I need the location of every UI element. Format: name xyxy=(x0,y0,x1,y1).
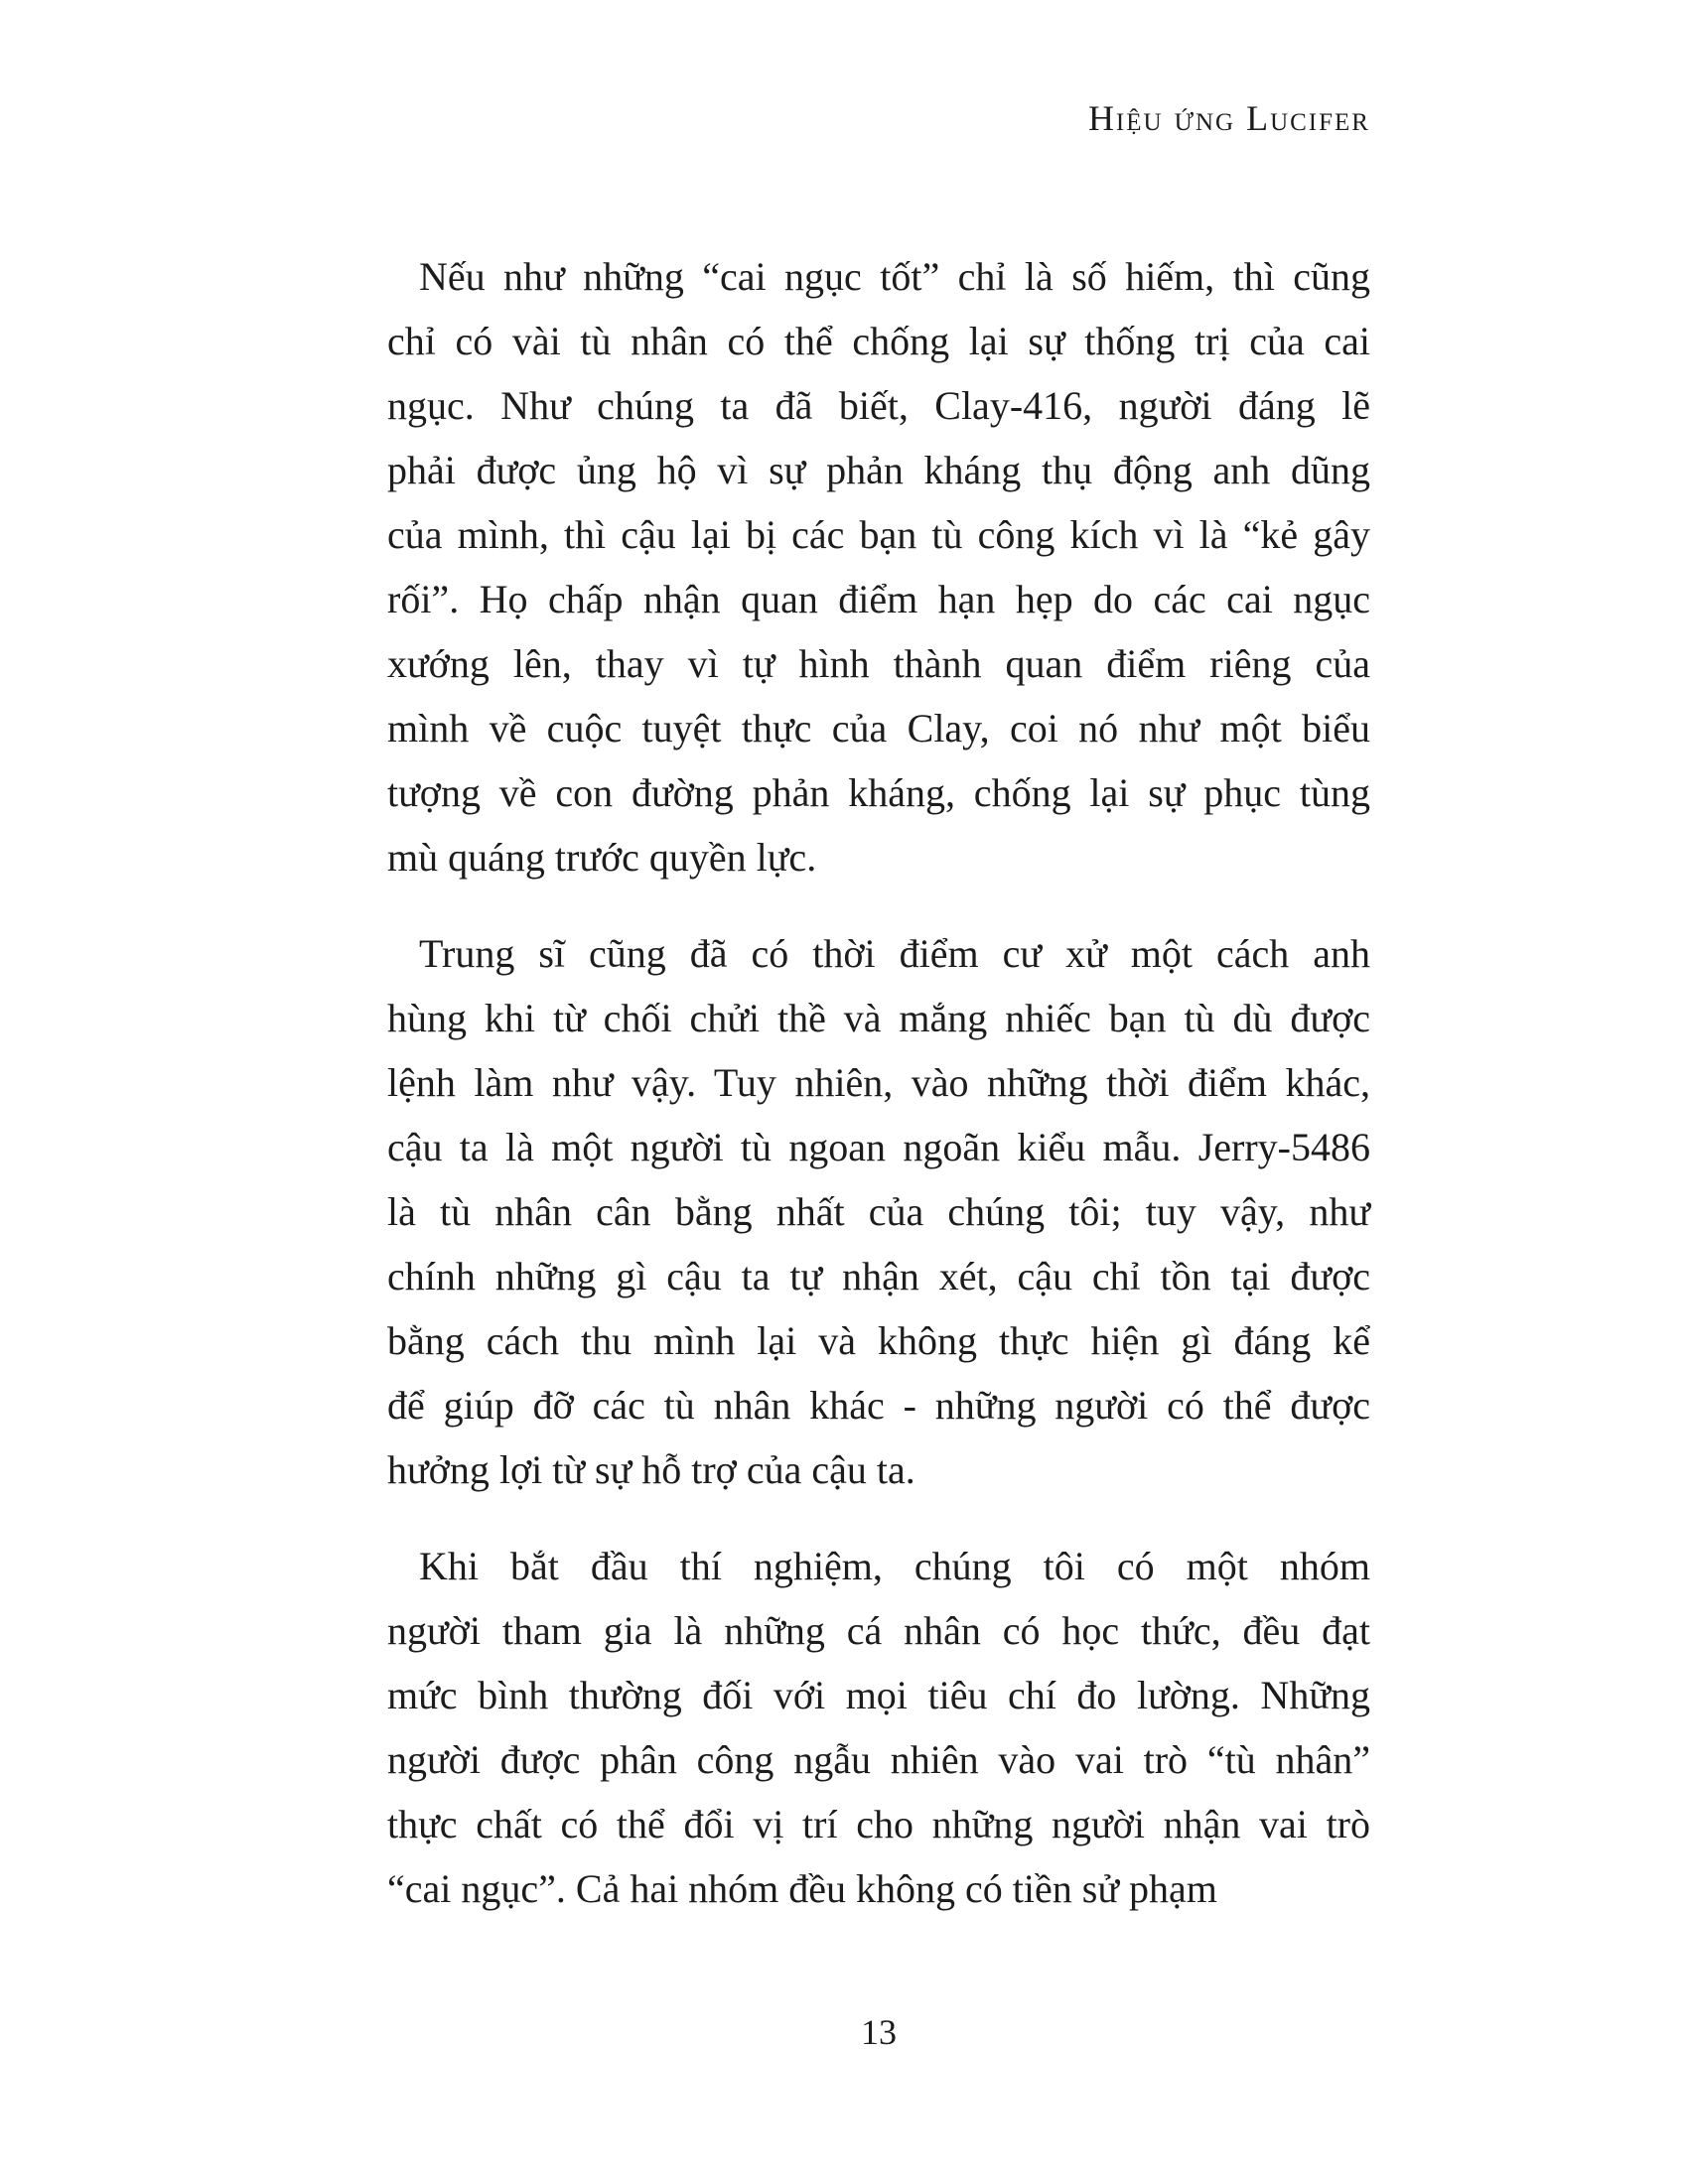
text-line: bằng cách thu mình lại và không thực hiện gì đáng kể xyxy=(387,1318,1370,1363)
text-line: cậu ta là một người tù ngoan ngoãn kiểu mẫu. Jerry-5486 xyxy=(387,1125,1370,1169)
text-line: hùng khi từ chối chửi thề và mắng nhiếc bạn tù dù được xyxy=(387,996,1370,1040)
text-line: phải được ủng hộ vì sự phản kháng thụ động anh dũng xyxy=(387,448,1370,492)
text-line: mù quáng trước quyền lực. xyxy=(387,835,817,880)
text-line: của mình, thì cậu lại bị các bạn tù công kích vì là “kẻ gây xyxy=(387,512,1370,557)
text-line: chỉ có vài tù nhân có thể chống lại sự thống trị của cai xyxy=(387,319,1370,363)
text-line: Khi bắt đầu thí nghiệm, chúng tôi có một nhóm xyxy=(419,1544,1370,1588)
text-line: thực chất có thể đổi vị trí cho những người nhận vai trò xyxy=(387,1802,1370,1846)
text-line: hưởng lợi từ sự hỗ trợ của cậu ta. xyxy=(387,1447,915,1492)
text-line: chính những gì cậu ta tự nhận xét, cậu chỉ tồn tại được xyxy=(387,1254,1370,1298)
text-line: Nếu như những “cai ngục tốt” chỉ là số hiếm, thì cũng xyxy=(419,254,1370,299)
paragraph xyxy=(387,1534,1370,1921)
text-line: người tham gia là những cá nhân có học thức, đều đạt xyxy=(387,1608,1370,1653)
text-line: tượng về con đường phản kháng, chống lại sự phục tùng xyxy=(387,770,1370,815)
text-line: lệnh làm như vậy. Tuy nhiên, vào những thời điểm khác, xyxy=(387,1060,1370,1105)
paragraph xyxy=(387,921,1370,1502)
text-line: để giúp đỡ các tù nhân khác - những người có thể được xyxy=(387,1383,1370,1428)
body-text xyxy=(387,244,1370,1921)
text-line: rối”. Họ chấp nhận quan điểm hạn hẹp do các cai ngục xyxy=(387,577,1370,621)
text-line: “cai ngục”. Cả hai nhóm đều không có tiền sử phạm xyxy=(387,1866,1217,1911)
text-line: người được phân công ngẫu nhiên vào vai trò “tù nhân” xyxy=(387,1737,1370,1782)
text-line: ngục. Như chúng ta đã biết, Clay-416, người đáng lẽ xyxy=(387,383,1370,428)
text-line: là tù nhân cân bằng nhất của chúng tôi; tuy vậy, như xyxy=(387,1189,1370,1234)
paragraph xyxy=(387,244,1370,889)
running-header-title: Hiệu ứng Lucifer xyxy=(1087,98,1370,138)
page-number: 13 xyxy=(861,2012,897,2052)
text-line: xướng lên, thay vì tự hình thành quan điểm riêng của xyxy=(387,641,1370,686)
text-line: mình về cuộc tuyệt thực của Clay, coi nó như một biểu xyxy=(387,706,1370,751)
text-line: mức bình thường đối với mọi tiêu chí đo lường. Những xyxy=(387,1673,1370,1717)
text-line: Trung sĩ cũng đã có thời điểm cư xử một cách anh xyxy=(419,931,1370,976)
